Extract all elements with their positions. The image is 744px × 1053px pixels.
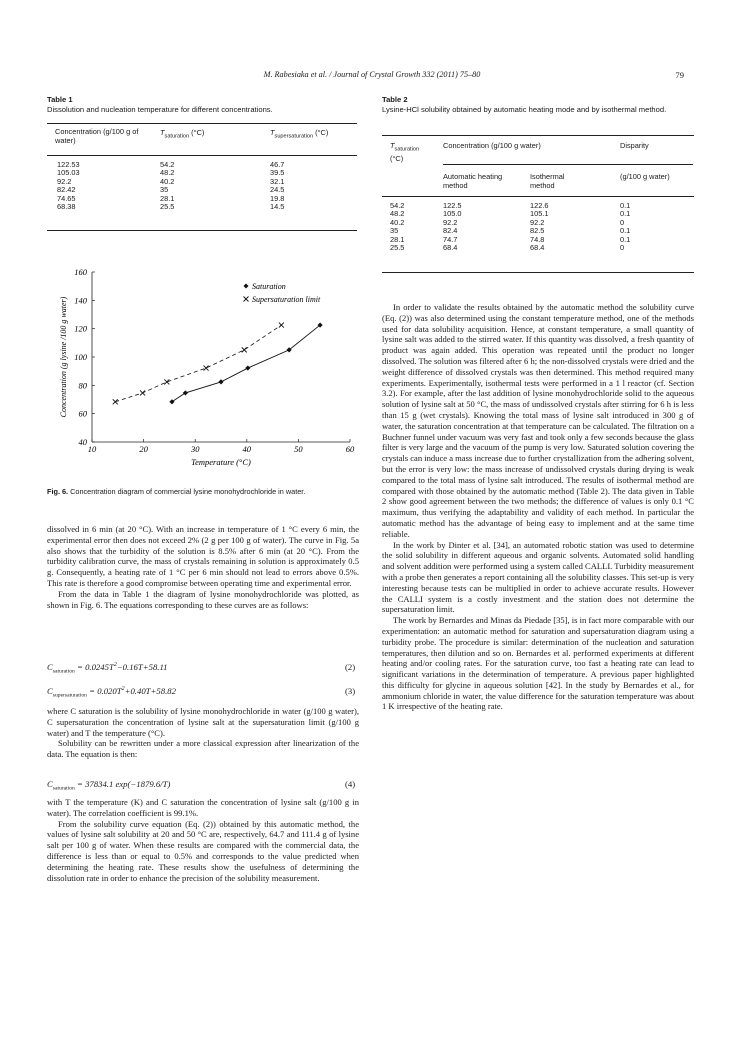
supersaturation-point <box>242 347 247 352</box>
table2-row <box>390 244 680 252</box>
table1-row <box>57 169 330 177</box>
table1-cell: 48.2 <box>160 168 175 178</box>
table2-caption: Lysine-HCl solubility obtained by automatic heating mode and by isothermal method. <box>382 104 667 114</box>
table2-cell: 82.5 <box>530 226 545 236</box>
table1-cell: 74.65 <box>57 193 76 203</box>
table1-caption-block <box>47 95 347 114</box>
x-tick-label: 50 <box>294 444 303 454</box>
saturation-point <box>218 379 223 384</box>
supersaturation-point <box>113 399 118 404</box>
left-paragraph-5: with T the temperature (K) and C saturation the concentration of lysine salt (g/100 g in water). The correlation coefficient is 99.1%. <box>47 797 359 818</box>
supersaturation-point <box>279 323 284 328</box>
table2-label: Table 2 <box>382 95 408 104</box>
table2-cell: 0 <box>620 243 625 253</box>
right-column <box>382 302 694 712</box>
left-paragraph-3: where C saturation is the solubility of lysine monohydrochloride in water (g/100 g water), C supersaturation the concentration of lysine salt at the supersaturation limit (g/100 g water) and T the temperature (°C). <box>47 706 359 738</box>
page-number: 79 <box>675 70 684 80</box>
table2-cell: 0.1 <box>620 209 631 219</box>
table2-header-tsat: $T_{saturation}$ (°C) <box>390 141 420 164</box>
table1-cell: 46.7 <box>270 160 285 169</box>
table1-cell: 14.5 <box>270 202 285 212</box>
table2-cell: 0 <box>620 217 625 227</box>
table2-header-unit: (g/100 g water) <box>620 172 670 181</box>
table1-header-tsuper: $T_{supersaturation}$ (°C) <box>270 128 329 140</box>
table2-cell: 122.6 <box>530 201 549 210</box>
table2-cell: 122.5 <box>443 201 462 210</box>
table2-cell: 25.5 <box>390 243 405 253</box>
right-paragraph-2: In the work by Dinter et al. [34], an automated robotic station was used to determine the solid solubility in different aqueous and organic solvents. Automated solid handling and solvent addition were performed using a system called CALLI. Turbidity measurement with a probe then generates a report containing all the solubility classes. This set-up is very interesting because tests can be multiplied in order to achieve accurate results. However the CALLI system is a costly investment and the station does not determine the supersaturation limit. <box>382 539 694 615</box>
table2-cell: 40.2 <box>390 217 405 227</box>
left-paragraph-1: dissolved in 6 min (at 20 °C). With an increase in temperature of 1 °C every 6 min, the experimental error then does not exceed 2% (2 g per 100 g of water). The curve in Fig. 5a also shows that the turbidity of the solution is 8.5% after 6 min (at 20 °C). From the turbidity calibration curve, the mass of crystals remaining in solution is approximately 0.5 g. Consequently, a heating rate of 1 °C per 6 min should not lead to errors above 0.5%. This rate is therefore a good compromise between operating time and experimental error. <box>47 524 359 588</box>
supersaturation-point <box>140 390 145 395</box>
table1-cell: 19.8 <box>270 193 285 203</box>
table1-cell: 35 <box>160 185 169 195</box>
table2-cell: 74.8 <box>530 234 545 244</box>
y-tick-label: 100 <box>74 352 87 362</box>
equation-4: $C_{saturation} = 37834.1$ exp(−1879.6/T) <box>47 779 171 792</box>
supersaturation-curve <box>115 325 281 402</box>
table2-header-auto: Automatic heating method <box>443 172 503 190</box>
fig6-caption-text: Concentration diagram of commercial lysine monohydrochloride in water. <box>70 487 306 496</box>
fig6-label: Fig. 6. <box>47 487 69 496</box>
table2-header-concentration: Concentration (g/100 g water) <box>443 141 541 150</box>
equation-4-number: (4) <box>345 779 356 789</box>
equation-2-number: (2) <box>345 662 356 672</box>
y-tick-label: 60 <box>78 408 87 419</box>
equation-3: $C_{supersaturation} = 0.020T^2+0.40T+58.82$ <box>47 686 176 699</box>
table1-cell: 24.5 <box>270 185 285 195</box>
y-tick-label: 80 <box>78 380 87 391</box>
saturation-point <box>183 390 188 395</box>
table1-cell: 32.1 <box>270 176 285 186</box>
table1-cell: 25.5 <box>160 202 175 212</box>
left-column-bottom <box>47 797 359 883</box>
legend-saturation-label: Saturation <box>252 282 286 291</box>
right-paragraph-1: In order to validate the results obtained by the automatic method the solubility curve (Eq. (2)) was also determined using the constant temperature method, one of the methods used for data solubility acquisition. Hence, at constant temperature, a small quantity of lysine salt was added to the stirred water. If this quantity was dissolved, a fresh quantity of product was again added. This operation was repeated until the product no longer dissolved. The solution was filtered after 6 h; the non-dissolved crystals were dried and the weight difference of dissolved crystals was then determined. This method required many experiments. Experimentally, isothermal tests were performed in a 1 l reactor (cf. Section 3.2). For example, after the last addition of lysine monohydrochloride solid to the aqueous solution of lysine salt at 50 °C, the mass of undissolved crystals after stirring for 6 h is less than 15 g (wet crystals). Knowing the total mass of lysine salt introduced in 300 g of water, the saturation concentration at that temperature can be calculated. The filtration on a Buchner funnel under vacuum was very fast and took only a few seconds because the glass filter is very large and the vacuum of the pump is very low. Saturated solution covering the crystals can induce a mass increase due to further crystallization from the adhering solvent, but the error is very low: the mass increase of undissolved crystals during drying is weak compared to the total mass of lysine salt introduced. The results of isothermal method are compared with those obtained by the automatic method (Table 2). The data given in Table 2 show good agreement between the two methods; the difference of values is only 0.1 °C maximum, thus verifying the adaptability and validity of each method. In particular the automatic method has the advantage of being easy to implement and at the same time reliable. <box>382 302 694 539</box>
table2-header-iso: Isothermal method <box>530 172 565 190</box>
table1-row <box>57 178 330 186</box>
right-paragraph-3: The work by Bernardes and Minas da Piedade [35], is in fact more comparable with our experimentation: an automatic method for saturation and supersaturation diagram using a turbidity probe. The procedure is similar: determination of the nucleation and saturation temperatures, then dilution and so on. Bernardes et al. performed experiments at different heating and/or cooling rates. For the saturation curve, too fast a heating rate can lead to significant variations in the determination of temperature. A previous paper highlighted this difficulty for glycine in aqueous solution [42]. In the study by Bernardes et al., for ammonium chloride in water, the value difference for the saturation temperature was about 1 K irrespective of the heating rate. <box>382 615 694 712</box>
saturation-point <box>169 399 174 404</box>
supersaturation-point <box>164 379 169 384</box>
left-column-mid <box>47 706 359 760</box>
table1-cell: 28.1 <box>160 193 175 203</box>
x-tick-label: 10 <box>87 444 97 454</box>
table1-cell: 105.03 <box>57 168 80 178</box>
table1-header-tsat: $T_{saturation}$ (°C) <box>160 128 205 140</box>
table1-row <box>57 186 330 194</box>
fig6-chart <box>50 262 360 482</box>
table2-cell: 0.1 <box>620 226 631 236</box>
table2-cell: 0.1 <box>620 201 631 210</box>
table1-label: Table 1 <box>47 95 73 104</box>
table2-cell: 92.2 <box>530 217 545 227</box>
table1-cell: 39.5 <box>270 168 285 178</box>
equation-2: $C_{saturation} = 0.0245T^2-0.16T+58.11$ <box>47 662 168 675</box>
table1-cell: 122.53 <box>57 160 80 169</box>
y-tick-label: 120 <box>74 323 87 334</box>
table1-cell: 54.2 <box>160 160 175 169</box>
table2-cell: 105.0 <box>443 209 462 219</box>
table2-cell: 48.2 <box>390 209 405 219</box>
y-axis-label: Concentration (g lysine /100 g water) <box>59 296 68 418</box>
table1-body <box>57 161 330 211</box>
table2-header-disparity: Disparity <box>620 141 649 150</box>
y-tick-label: 40 <box>78 437 87 447</box>
table1-cell: 40.2 <box>160 176 175 186</box>
table1-cell: 68.38 <box>57 202 76 212</box>
table2-cell: 74.7 <box>443 234 458 244</box>
running-header: M. Rabesiaka et al. / Journal of Crystal Growth 332 (2011) 75–80 <box>263 70 481 79</box>
legend-supersaturation-marker <box>244 297 249 302</box>
table1-row <box>57 161 330 169</box>
y-tick-label: 140 <box>74 295 87 306</box>
table1-row <box>57 203 330 211</box>
table2-cell: 28.1 <box>390 234 405 244</box>
table1-cell: 82.42 <box>57 185 76 195</box>
table2-cell: 68.4 <box>530 243 545 253</box>
table1-row <box>57 195 330 203</box>
table2-cell: 82.4 <box>443 226 458 236</box>
table2-cell: 68.4 <box>443 243 458 253</box>
x-tick-label: 60 <box>345 444 355 454</box>
table2-caption-block <box>382 95 692 114</box>
left-column-top <box>47 524 359 610</box>
x-tick-label: 20 <box>139 444 148 454</box>
table2-body <box>390 202 680 252</box>
left-paragraph-4: Solubility can be rewritten under a more classical expression after linearization of the data. The equation is then: <box>47 738 359 760</box>
left-paragraph-6: From the solubility curve equation (Eq. (2)) obtained by this automatic method, the values of lysine salt solubility at 20 and 50 °C are, respectively, 64.7 and 111.4 g of lysine salt per 100 g of water. When these results are compared with the commercial data, the difference is less than or equal to 0.5% and corresponds to the value predicted when determining the heating rate. These results show the usefulness of determining the dissolution rate in order to enhance the precision of the solubility measurement. <box>47 818 359 883</box>
table2-cell: 35 <box>390 226 399 236</box>
x-tick-label: 30 <box>190 444 200 454</box>
legend-supersaturation-label: Supersaturation limit <box>252 295 321 304</box>
table1-cell: 92.2 <box>57 176 72 186</box>
table2-cell: 105.1 <box>530 209 549 219</box>
y-tick-label: 160 <box>74 267 87 277</box>
equation-3-number: (3) <box>345 686 356 696</box>
table1-caption: Dissolution and nucleation temperature for different concentrations. <box>47 104 273 114</box>
table2-cell: 0.1 <box>620 234 631 244</box>
table2-cell: 54.2 <box>390 201 405 210</box>
table1-header-concentration: Concentration (g/100 g of water) <box>55 127 139 145</box>
table2-cell: 92.2 <box>443 217 458 227</box>
saturation-point <box>245 365 250 370</box>
x-tick-label: 40 <box>242 444 252 454</box>
saturation-curve <box>172 325 320 402</box>
left-paragraph-2: From the data in Table 1 the diagram of lysine monohydrochloride was plotted, as shown in Fig. 6. The equations corresponding to these curves are as follows: <box>47 588 359 610</box>
legend-saturation-marker <box>244 284 249 289</box>
supersaturation-point <box>204 366 209 371</box>
fig6-caption <box>47 487 367 496</box>
x-axis-label: Temperature (°C) <box>191 457 251 467</box>
